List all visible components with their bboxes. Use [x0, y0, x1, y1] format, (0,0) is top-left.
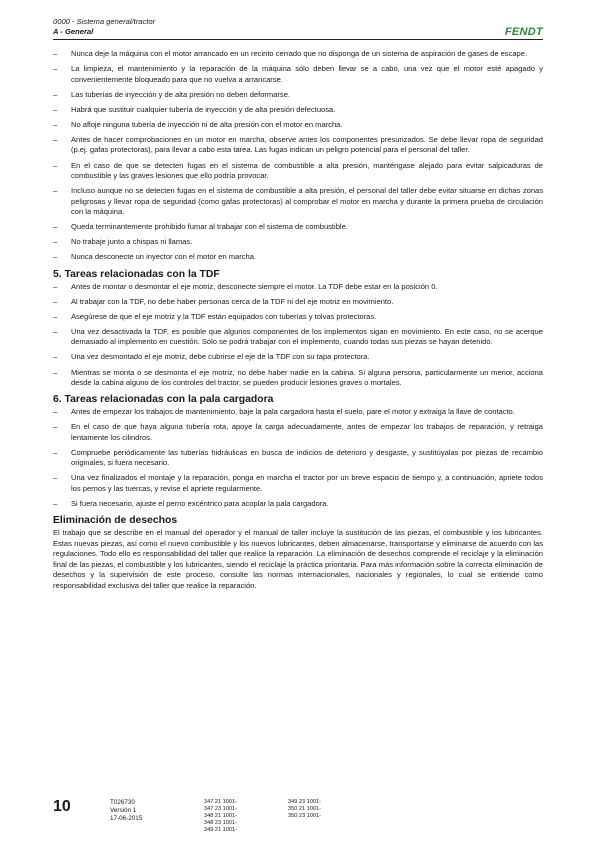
- list-item: [53, 407, 543, 418]
- page-number: 10: [53, 798, 71, 815]
- list-item-text: Asegúrese de que el eje motriz y la TDF están equipados con tuberías y tolvas protectoras.: [71, 311, 377, 321]
- list-item: [53, 499, 543, 510]
- document-code: T026730: [110, 799, 135, 806]
- list-item: [53, 312, 543, 323]
- model-ref: 348 21 1001-: [204, 813, 237, 819]
- document-date: 17-06-2015: [110, 814, 143, 822]
- model-ref: 349 21 1001-: [204, 827, 237, 833]
- list-item-text: Mientras se monta o se desmonta el eje motriz, no debe haber nadie en la cabina. Si alguna persona, particularmente un menor, acciona desde la cabina alguno de los controles del tractor, se pueden producir lesiones graves o mortales.: [71, 367, 543, 387]
- list-item: [53, 297, 543, 308]
- model-ref: 350 23 1001-: [288, 813, 321, 819]
- page-header: [53, 17, 543, 45]
- list-item: [53, 327, 543, 348]
- list-item-text: Habrá que sustituir cualquier tubería de inyección y de alta presión defectuosa.: [71, 104, 336, 114]
- list-item: [53, 90, 543, 101]
- dash-bullet: –: [53, 281, 58, 291]
- section-5-heading: 5. Tareas relacionadas con la TDF: [53, 268, 220, 280]
- disposal-paragraph: El trabajo que se describe en el manual del operador y el manual de taller incluye la sustitución de las piezas, el combustible y los lubricantes. Estas nuevas piezas, así como el nuevo combustible y los nuevos lubricantes, deben almacenarse, transportarse y eliminarse de acuerdo con las regulaciones. Todo ello es responsabilidad del taller que realice la reparación. La eliminación de desechos comprende el reciclaje y la eliminación final de las piezas, el combustible y los lubricantes, siendo el reciclaje la práctica prioritaria. Para más información sobre la correcta eliminación de desechos y la supervisión de este proceso, consulte las normas internacionales, nacionales y regionales, lo cual se entiende como responsabilidad exclusiva del taller que realice la reparación.: [53, 528, 543, 590]
- list-item-text: Nunca desconecte un inyector con el motor en marcha.: [71, 252, 256, 262]
- list-item-text: No afloje ninguna tubería de inyección ni de alta presión con el motor en marcha.: [71, 119, 343, 129]
- dash-bullet: –: [53, 473, 58, 483]
- list-item-text: En el caso de que haya alguna tubería rota, apoye la carga adecuadamente, antes de empezar los trabajos de reparación, y retraiga lentamente los cilindros.: [71, 422, 543, 442]
- list-item: [53, 222, 543, 233]
- dash-bullet: –: [53, 252, 58, 262]
- list-item-text: En el caso de que se detecten fugas en el sistema de combustible a alta presión, manténgase alejado para evitar salpicaduras de combustible y las graves lesiones que ello podría provocar.: [71, 160, 543, 181]
- list-item-text: Queda terminantemente prohibido fumar al trabajar con el sistema de combustible.: [71, 222, 348, 232]
- list-item-text: La limpieza, el mantenimiento y la reparación de la máquina sólo deben llevar se a cabo, una vez que el motor esté apagado y convenientemente bloqueado para que no vuelva a arrancarse.: [71, 64, 543, 84]
- dash-bullet: –: [53, 296, 58, 306]
- list-item: [53, 473, 543, 494]
- header-divider: [53, 39, 543, 40]
- model-refs-col-1: [204, 799, 237, 834]
- list-item-text: Al trabajar con la TDF, no debe haber personas cerca de la TDF ni del eje motriz en movimiento.: [71, 296, 394, 306]
- list-item: [53, 237, 543, 248]
- list-item: [53, 282, 543, 293]
- section-6-heading: 6. Tareas relacionadas con la pala cargadora: [53, 394, 274, 406]
- dash-bullet: –: [53, 498, 58, 508]
- dash-bullet: –: [53, 160, 58, 170]
- list-item-text: Antes de hacer comprobaciones en un motor en marcha, observe antes los componentes presurizados. Se debe llevar ropa de seguridad (p.ej. gafas protectoras), para llevar a cabo esta tarea. Las fugas indican un peligro potencial para el personal del taller.: [71, 134, 543, 155]
- list-item: [53, 105, 543, 116]
- model-refs-col-2: [288, 799, 321, 820]
- list-item-text: Las tuberías de inyección y de alta presión no deben deformarse.: [71, 89, 290, 99]
- dash-bullet: –: [53, 407, 58, 417]
- dash-bullet: –: [53, 89, 58, 99]
- dash-bullet: –: [53, 367, 58, 377]
- list-item: [53, 135, 543, 156]
- list-item-text: Una vez finalizados el montaje y la reparación, ponga en marcha el tractor por un breve espacio de tiempo y, a continuación, apriete todos los pernos y las tuercas, y revise el apriete regularmente.: [71, 473, 543, 493]
- list-item-text: Incluso aunque no se detecten fugas en el sistema de combustible a alta presión, el personal del taller debe evitar situarse en dichas zonas peligrosas y llevar ropa de seguridad (como gafas protectoras) al comprobar el motor en marcha y durante la primera prueba de circulación con la máquina.: [71, 186, 543, 217]
- dash-bullet: –: [53, 326, 58, 336]
- list-item: [53, 120, 543, 131]
- list-item: [53, 448, 543, 469]
- dash-bullet: –: [53, 64, 58, 74]
- list-item-text: Antes de montar o desmontar el eje motriz, desconecte siempre el motor. La TDF debe estar en la posición 0.: [71, 281, 438, 291]
- list-item: [53, 352, 543, 363]
- list-item: [53, 252, 543, 263]
- list-item: [53, 368, 543, 389]
- dash-bullet: –: [53, 49, 58, 58]
- fendt-logo: FENDT: [504, 26, 543, 38]
- list-item: [53, 64, 543, 85]
- list-item-text: Una vez desactivada la TDF, es posible que algunos componentes de los implementos sigan en movimiento. En este caso, no se acerque demasiado al implemento en cuestión. Sólo se podrá trabajar con el implemento, cuando todas sus piezas se hayan detenido.: [71, 326, 543, 347]
- list-item-text: Compruebe periódicamente las tuberías hidráulicas en busca de indicios de deterioro y desgaste, y sustitúyalas por piezas de recambio originales, si fuera necesario.: [71, 447, 543, 468]
- section-title: A - General: [53, 27, 94, 36]
- page-footer: [53, 796, 543, 836]
- document-version: Versión 1: [110, 806, 137, 814]
- dash-bullet: –: [53, 119, 58, 129]
- list-item-text: Si fuera necesario, ajuste el perno excéntrico para acoplar la pala cargadora.: [71, 498, 329, 508]
- dash-bullet: –: [53, 237, 58, 247]
- dash-bullet: –: [53, 447, 58, 457]
- list-item-text: Una vez desmontado el eje motriz, debe cubrirse el eje de la TDF con su tapa protectora.: [71, 352, 370, 362]
- model-ref: 347 23 1001-: [204, 806, 237, 812]
- dash-bullet: –: [53, 134, 58, 144]
- list-item-text: Antes de empezar los trabajos de mantenimiento, baje la pala cargadora hasta el suelo, pare el motor y extraiga la llave de contacto.: [71, 407, 515, 417]
- list-item: [53, 161, 543, 182]
- intro-list: [53, 49, 543, 263]
- disposal-heading: Eliminación de desechos: [53, 515, 178, 527]
- model-ref: 348 23 1001-: [204, 820, 237, 826]
- document-info: [110, 799, 142, 822]
- list-item: [53, 49, 543, 60]
- list-item: [53, 422, 543, 443]
- model-ref: 350 21 1001-: [288, 806, 321, 812]
- dash-bullet: –: [53, 311, 58, 321]
- list-item-text: Nunca deje la máquina con el motor arrancado en un recinto cerrado que no disponga de un sistema de aspiración de gases de escape.: [71, 49, 528, 58]
- chapter-title: 0000 - Sistema general/tractor: [53, 17, 156, 26]
- section-5-list: [53, 282, 543, 389]
- page-content: [53, 49, 543, 591]
- list-item-text: No trabaje junto a chispas ni llamas.: [71, 237, 193, 247]
- dash-bullet: –: [53, 222, 58, 232]
- model-ref: 347 21 1001-: [204, 799, 237, 805]
- dash-bullet: –: [53, 352, 58, 362]
- section-6-list: [53, 407, 543, 509]
- dash-bullet: –: [53, 104, 58, 114]
- model-ref: 349 23 1001-: [288, 799, 321, 805]
- dash-bullet: –: [53, 186, 58, 196]
- dash-bullet: –: [53, 422, 58, 432]
- list-item: [53, 186, 543, 218]
